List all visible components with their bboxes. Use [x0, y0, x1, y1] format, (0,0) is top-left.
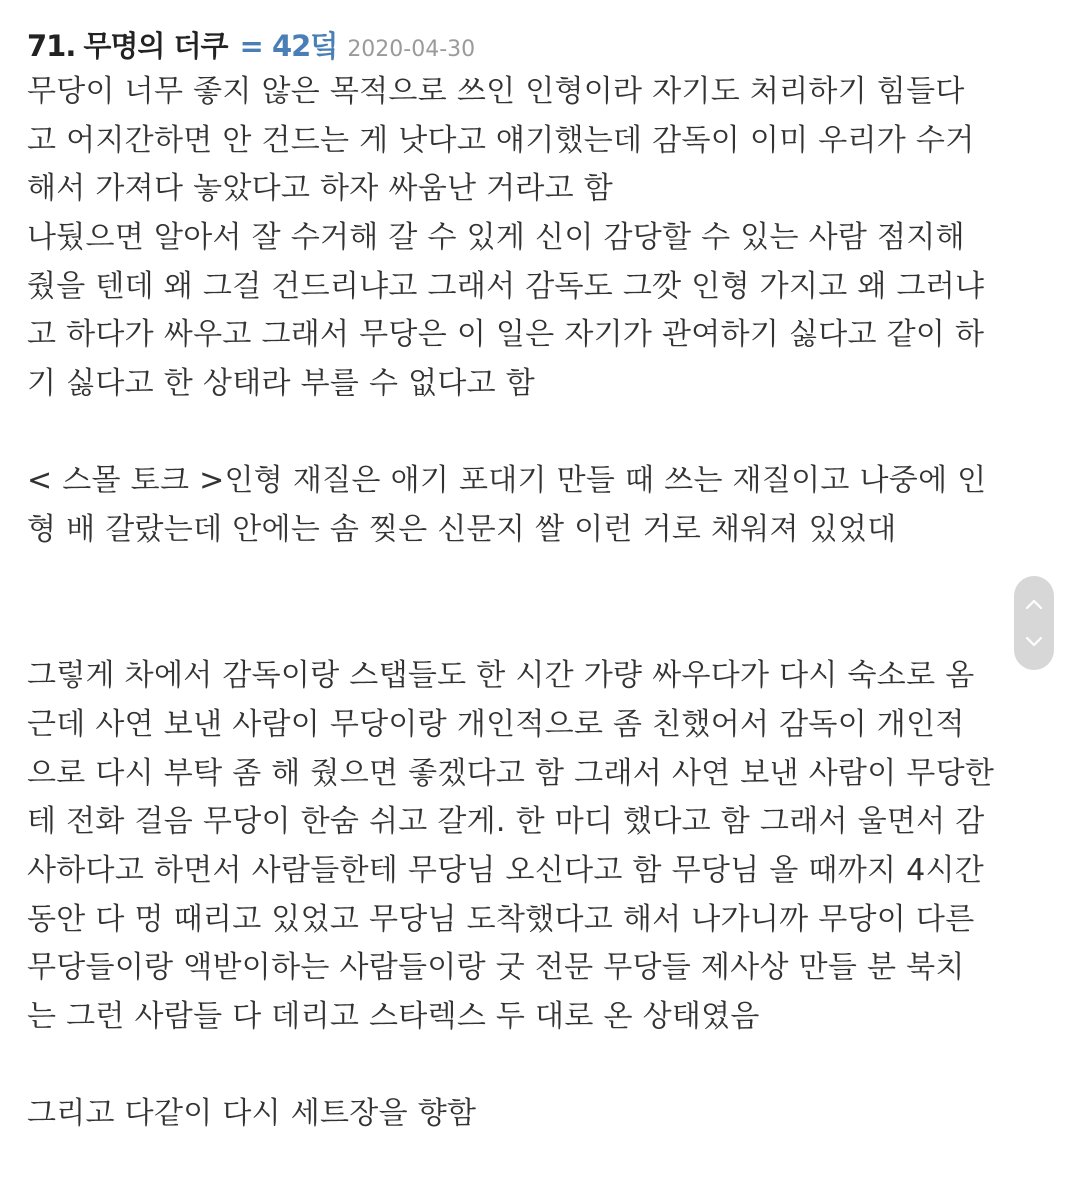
chevron-down-icon — [1025, 636, 1043, 648]
post — [27, 24, 1057, 1138]
scroll-control — [1014, 576, 1054, 670]
text-line: 그리고 다같이 다시 세트장을 향함 — [27, 1095, 477, 1131]
scroll-down-button[interactable] — [1014, 622, 1054, 662]
text-line: 으로 다시 부탁 좀 해 줬으면 좋겠다고 함 그래서 사연 보낸 사람이 무당한 — [27, 755, 995, 791]
scroll-up-button[interactable] — [1014, 584, 1054, 624]
text-line: 근데 사연 보낸 사람이 무당이랑 개인적으로 좀 친했어서 감독이 개인적 — [27, 706, 965, 742]
text-line: 고 하다가 싸우고 그래서 무당은 이 일은 자기가 관여하기 싫다고 같이 하 — [27, 317, 985, 353]
text-line: 형 배 갈랐는데 안에는 솜 찢은 신문지 쌀 이런 거로 채워져 있었대 — [27, 511, 897, 547]
paragraph-2 — [27, 457, 1057, 554]
text-line: 나뒀으면 알아서 잘 수거해 갈 수 있게 신이 감당할 수 있는 사람 점지해 — [27, 220, 965, 256]
paragraph-spacer — [27, 409, 1057, 457]
text-line: 그렇게 차에서 감독이랑 스탭들도 한 시간 가량 싸우다가 다시 숙소로 옴 — [27, 658, 975, 694]
paragraph-spacer — [27, 554, 1057, 652]
paragraph-1 — [27, 68, 1057, 409]
post-score: = 42덬 — [239, 29, 338, 63]
chevron-up-icon — [1025, 598, 1043, 610]
text-line: 동안 다 멍 때리고 있었고 무당님 도착했다고 해서 나가니까 무당이 다른 — [27, 901, 975, 937]
text-line: < 스몰 토크 >인형 재질은 애기 포대기 만들 때 쓰는 재질이고 나중에 인 — [27, 462, 987, 498]
post-number: 71. — [27, 29, 76, 63]
post-author[interactable]: 무명의 더쿠 — [83, 29, 228, 63]
post-header — [27, 24, 1057, 68]
text-line: 무당들이랑 액받이하는 사람들이랑 굿 전문 무당들 제사상 만들 분 북치 — [27, 950, 965, 986]
post-date: 2020-04-30 — [347, 37, 476, 62]
paragraph-spacer — [27, 1042, 1057, 1090]
text-line: 는 그런 사람들 다 데리고 스타렉스 두 대로 온 상태였음 — [27, 999, 760, 1034]
text-line: 사하다고 하면서 사람들한테 무당님 오신다고 함 무당님 올 때까지 4시간 — [27, 852, 985, 888]
text-line: 고 어지간하면 안 건드는 게 낫다고 얘기했는데 감독이 이미 우리가 수거 — [27, 122, 975, 158]
paragraph-3 — [27, 652, 1057, 1042]
text-line: 줬을 텐데 왜 그걸 건드리냐고 그래서 감독도 그깟 인형 가지고 왜 그러냐 — [27, 268, 985, 304]
text-line: 기 싫다고 한 상태라 부를 수 없다고 함 — [27, 366, 536, 402]
paragraph-4 — [27, 1090, 1057, 1139]
text-line: 테 전화 걸음 무당이 한숨 쉬고 갈게. 한 마디 했다고 함 그래서 울면서 감 — [27, 804, 985, 840]
text-line: 해서 가져다 놓았다고 하자 싸움난 거라고 함 — [27, 171, 614, 207]
text-line: 무당이 너무 좋지 않은 목적으로 쓰인 인형이라 자기도 처리하기 힘들다 — [27, 74, 965, 109]
